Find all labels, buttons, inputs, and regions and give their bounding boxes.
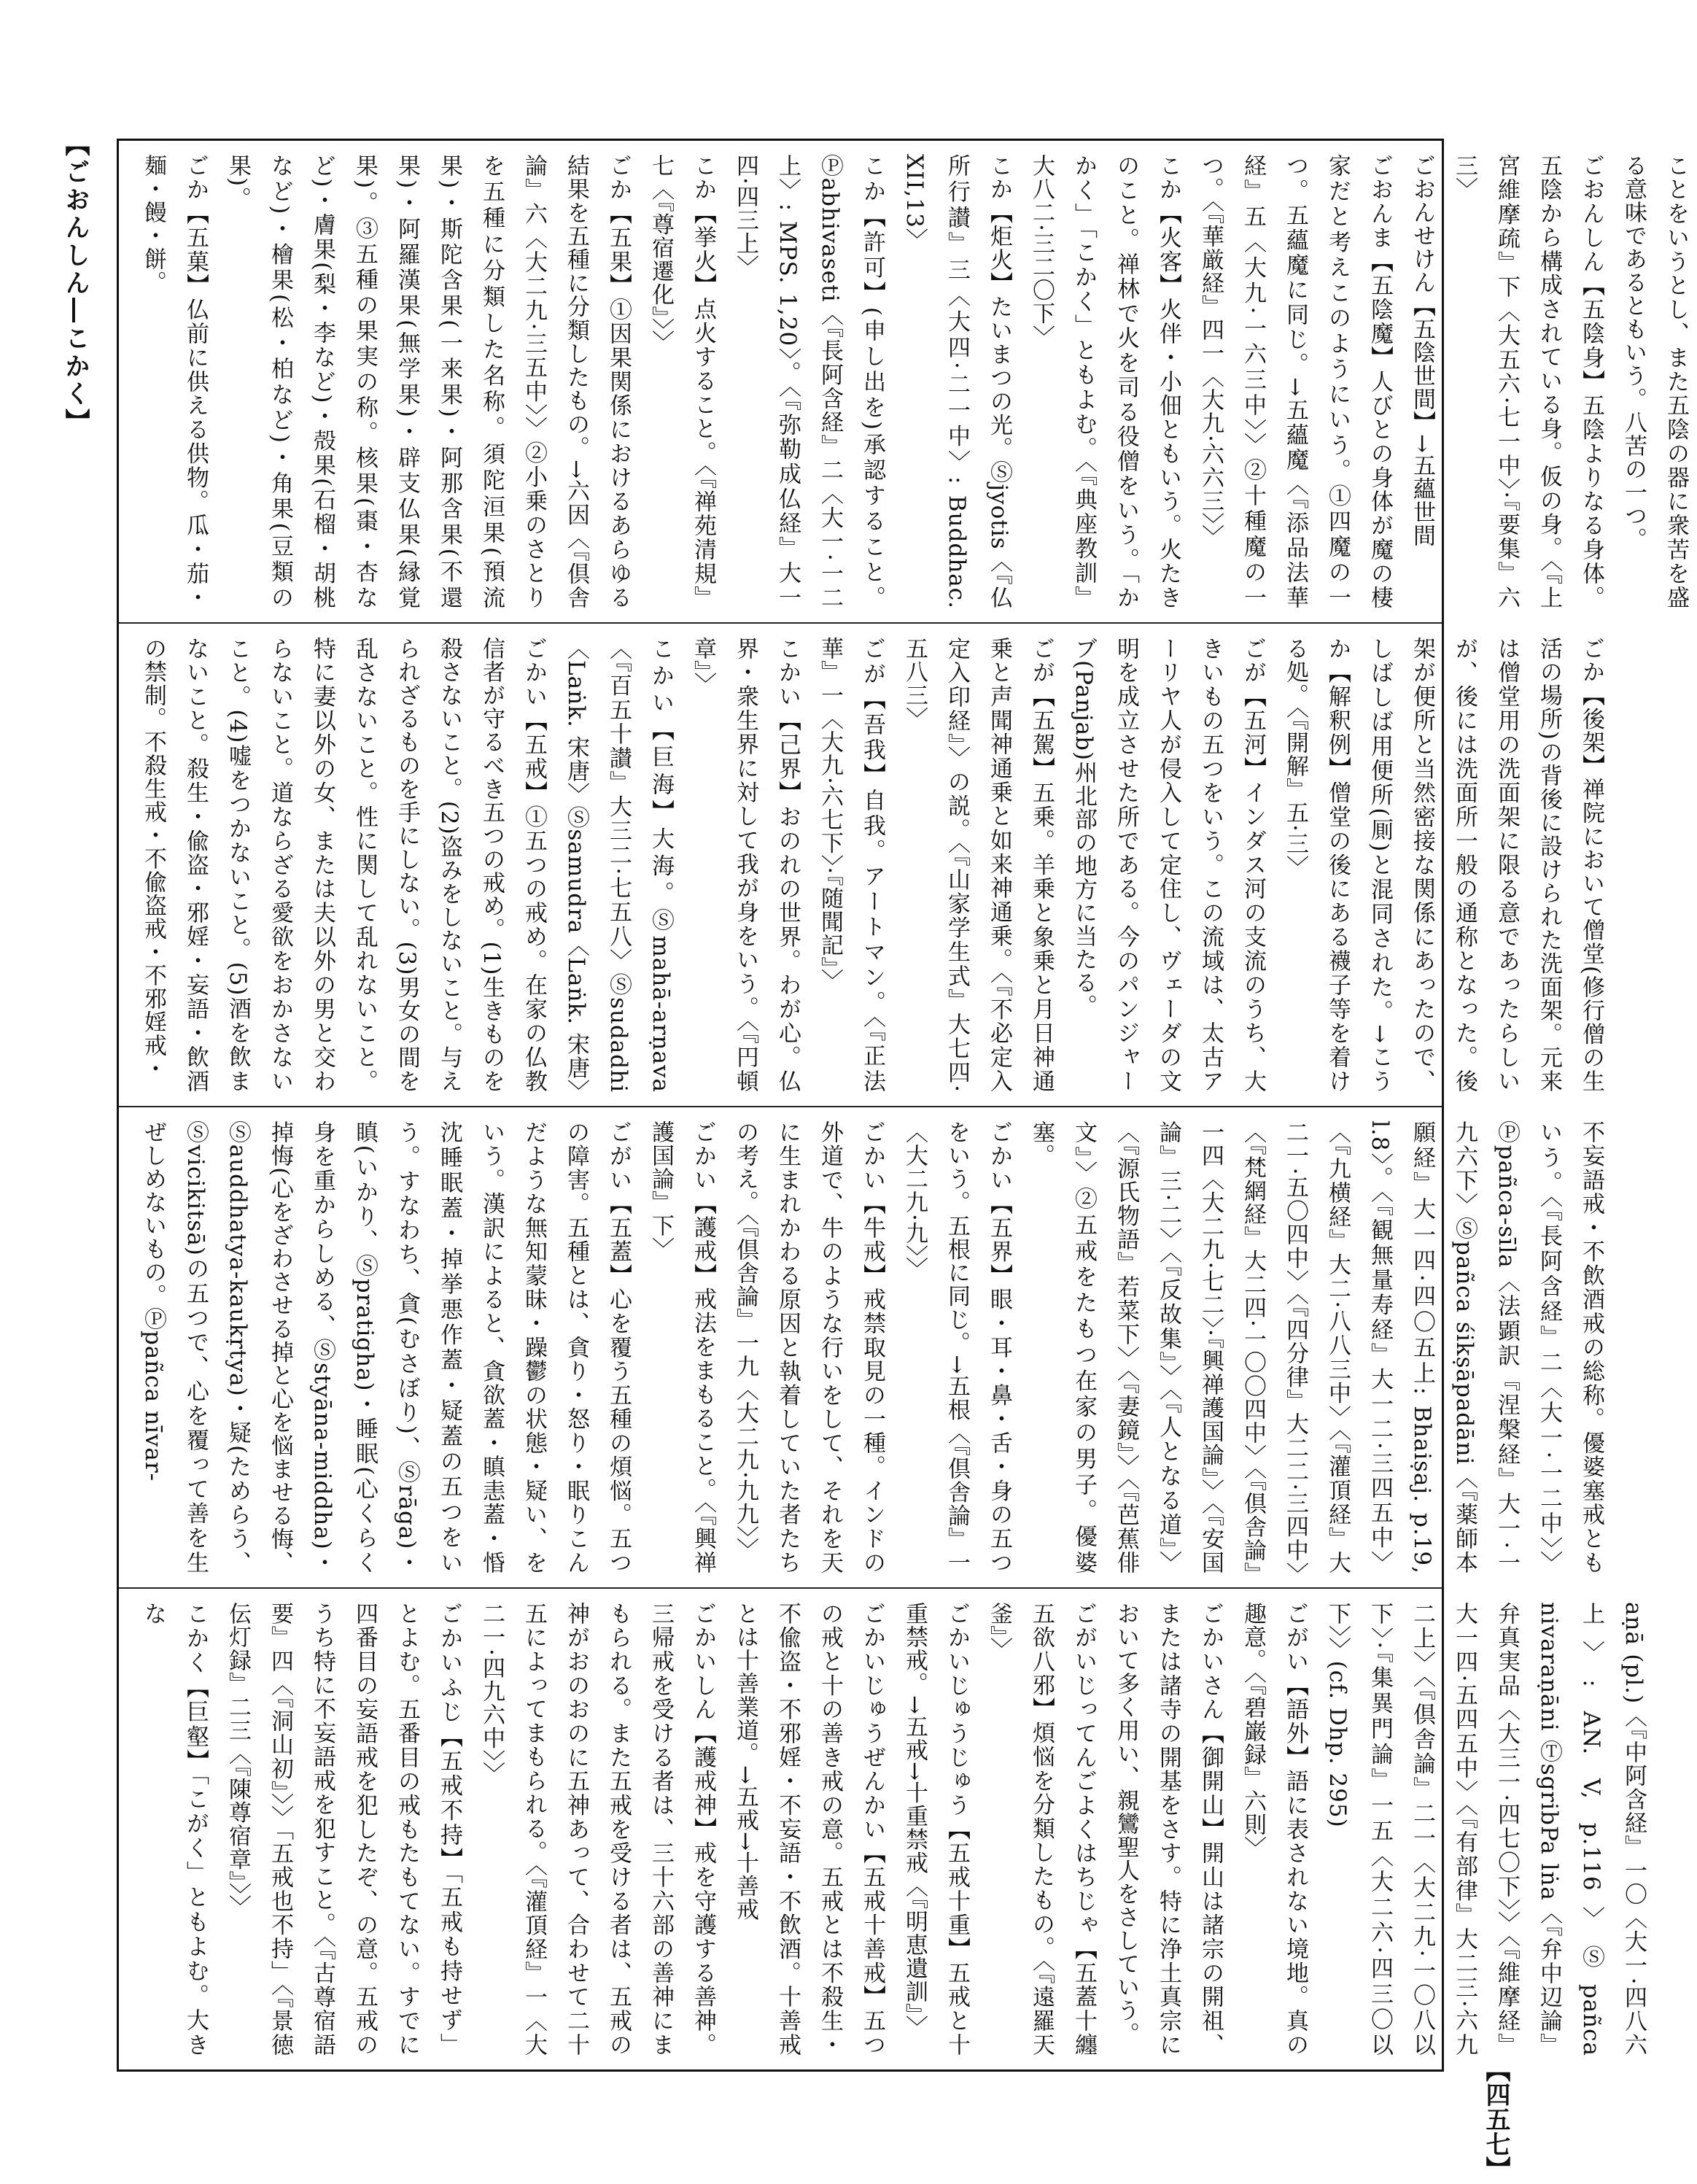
tier-3	[119, 1106, 1604, 1587]
entry: ごおんせけん【五陰世間】→五蘊世間	[1409, 154, 1435, 547]
entry: こか【火客】火伴・小佃ともいう。火たきのこと。禅林で火を司る役僧をいう。「かかく」「こかく」ともよむ。〈『典座教訓』大八二·三二〇下〉	[1028, 154, 1181, 609]
entry: ごかい【牛戒】戒禁取見の一種。インドの外道で、牛のような行いをして、それを天に生まれかわる原因と執着していた者たちの考え。〈『倶舎論』一九〈大二九·九九〉〉	[732, 1120, 885, 1574]
entry: こか【炬火】たいまつの光。Ⓢjyotis〈『仏所行讃』三〈大四·二一中〉: Buddhac. XII,13〉	[901, 154, 1012, 609]
entry: こかい【己界】おのれの世界。わが心。仏界・衆生界に対して我が身をいう。〈『円頓章』〉	[690, 637, 801, 1093]
entry: こかい【巨海】大海。Ⓢmahā-arṇava〈『百五十讃』大三二·七五八〉Ⓢsudadhi〈Laṅk. 宋唐〉Ⓢsamudra〈Laṅk. 宋唐〉	[563, 637, 674, 1103]
entry: ごが【五駕】五乗。羊乗と象乗と月日神通乗と声聞神通乗と如来神通乗。〈『不必定入定入印経』〉の説。〈『山家学生式』大七四·五八三〉	[901, 637, 1055, 1093]
page-number: 【四五七】	[1481, 2057, 1510, 2181]
entry: ごかいふじ【五戒不持】「五戒も持せず」とよむ。五番目の戒もたもてない。すでに四番目の妄語戒を犯したぞ、の意。五戒のうち特に不妄語戒を犯すこと。〈『古尊宿語要』四〈『洞山初』〉〉「五戒也不持」〈『景徳伝灯録』二三〈『陳尊宿章』〉〉	[225, 1602, 462, 2056]
entry: ごかいさん【御開山】開山は諸宗の開祖、または諸寺の開基をさす。特に浄土真宗において多く用い、親鸞聖人をさしていう。	[1113, 1602, 1224, 2056]
entry: ごが【五河】インダス河の支流のうち、大きいもの五つをいう。この流域は、太古アーリヤ人が侵入して定住し、ヴェーダの文明を成立させた所である。今のパンジャーブ(Panjab)州北部の地方に当たる。	[1071, 637, 1266, 1093]
entry: ごがい【語外】語に表されない境地。真の趣意。〈『碧巌録』六則〉	[1240, 1602, 1308, 2056]
entry: ごか【五菓】仏前に供える供物。瓜・茄・麺・饅・餅。	[140, 154, 209, 609]
entry: ごかいしん【護戒神】戒を守護する善神。三帰戒を受ける者は、三十六部の善神にまもられる。また五戒を受ける者は、五戒の神がおのおのに五神あって、合わせて二十五によってまもられる。〈『灌頂経』一〈大二一·四九六中〉〉	[478, 1602, 716, 2057]
tier-1-text	[132, 154, 1697, 609]
tier-4-text	[132, 1602, 1655, 2056]
entry: ごが【吾我】自我。アートマン。〈『正法華』一〈大九·六七下〉·『随聞記』〉	[817, 637, 885, 1093]
tier-3-text	[132, 1120, 1612, 1574]
entry: ごかい【五界】眼・耳・鼻・舌・身の五つをいう。五根に同じ。→五根〈『倶舎論』一〈大二九·九〉〉	[901, 1120, 1012, 1574]
entry: ごがいじってんごよくはちじゃ【五蓋十纏五欲八邪】煩悩を分類したもの。〈『遠羅天釜』〉	[986, 1602, 1097, 2056]
entry: aṇā (pl.)〈『中阿含経』一〇〈大一·四八六上〉: AN. V, p.116〉Ⓢpañca nivaraṇāni ⓉsgribPa lṅa〈『弁中辺論』弁真実品〈大三一·四七〇下〉〉〈『維摩経』大一四·五四五中〉〈『有部律』大二三·六九二上〉〈『倶舎論』二一〈大二九·一〇八以下〉·『集異門論』一五〈大二六·四三〇以下〉〉(cf. Dhp. 295)	[1324, 1602, 1647, 2056]
entry: ことをいうとし、また五陰の器に衆苦を盛る意味であるともいう。八苦の一つ。	[1620, 154, 1689, 609]
entry: ごか【五果】①因果関係におけるあらゆる結果を五種に分類したもの。→六因〈『倶舎論』六〈大二九·三五中〉〉②小乗のさとりを五種に分類した名称。須陀洹果(預流果)・斯陀含果(一来果)・阿那含果(不還果)・阿羅漢果(無学果)・辟支仏果(縁覚果)。③五種の果実の称。核果(棗・杏など)・膚果(梨・李など)・殻果(石榴・胡桃など)・檜果(松・柏など)・角果(豆類の果)。	[225, 154, 632, 609]
entry: ごかいじゅうじゅう【五戒十重】五戒と十重禁戒。→五戒→十重禁戒〈『明恵遺訓』〉	[901, 1602, 970, 2056]
entry: こか【挙火】点火すること。〈『禅苑清規』七〈『尊宿遷化』〉〉	[648, 154, 716, 609]
entry: こか【許可】(申し出を)承認すること。Ⓟabhivaseti〈『長阿含経』二〈大一·一二上〉: MPS. 1,20〉。〈『弥勒成仏経』大一四·四三上〉	[732, 154, 885, 609]
tier-2-text	[132, 637, 1612, 1103]
entry: ごがい【五蓋】心を覆う五種の煩悩。五つの障害。五種とは、貪り・怒り・眠りこんだような無知蒙昧・躁鬱の状態・疑い、をいう。漢訳によると、貪欲蓋・瞋恚蓋・惛沈睡眠蓋・掉挙悪作蓋・疑蓋の五つをいう。すなわち、貪(むさぼり)、Ⓢrāga)・瞋(いかり、Ⓢpratigha)・睡眠(心くらく身を重からしめる、Ⓢstyāna-middha)・掉悔(心をざわさせる掉と心を悩ませる悔、Ⓢauddhatya-kaukṛtya)・疑(ためらう、Ⓢvicikitsā)の五つで、心を覆って善を生ぜしめないもの。Ⓟpañca nīvar-	[140, 1120, 632, 1574]
entry: ごおんま【五陰魔】人びとの身体が魔の棲家だと考えこのようにいう。①四魔の一つ。五蘊魔に同じ。→五蘊魔〈『添品法華経』五〈大九·一六三中〉〉②十種魔の一つ。〈『華厳経』四一〈大九·六六三〉〉	[1197, 154, 1393, 609]
entry: ごか【後架】禅院において僧堂(修行僧の生活の場所)の背後に設けられた洗面架。元来は僧堂用の洗面架に限る意であったらしいが、後には洗面所一般の通称となった。後架が便所と当然密接な関係にあったので、しばしば用便所(厠)と混同された。→こうか【解釈例】僧堂の後にある襪子等を着ける処。〈『開解』五·三〉	[1282, 637, 1604, 1093]
entry: こかく【巨壑】「こがく」ともよむ。大きな	[140, 1602, 209, 2056]
tier-2	[119, 622, 1604, 1106]
entry: 不妄語戒・不飲酒戒の総称。優婆塞戒ともいう。〈『長阿含経』二〈大一·一二中〉〉Ⓟpañca-sīla〈法顕訳『涅槃経』大一·一九六下〉Ⓢpañca śikṣāpadāni〈『薬師本願経』大一四·四〇五上: Bhaiṣaj. p.19, l.8〉。〈『観無量寿経』大一二·三四五中〉〈『九横経』大二·八八三中〉〈『灌頂経』大二一·五〇四中〉〈『四分律』大二二·三四中〉〈『梵網経』大二四·一〇〇四中〉〈『倶舎論』一四〈大二九·七二〉·『興禅護国論』〉〈『安国論』三·二〉〈『反故集』〉〈『人となる道』〉〈『源氏物語』若菜下〉〈『妻鏡』〉〈『芭蕉俳文』〉②五戒をたもつ在家の男子。優婆塞。	[1028, 1120, 1604, 1574]
entry: ごかい【護戒】戒法をまもること。〈『興禅護国論』下〉	[648, 1120, 716, 1574]
running-title: 【ごおんしん―こかく】	[61, 131, 90, 436]
entry: ごおんしん【五陰身】五陰よりなる身体。五陰から構成されている身。仮の身。〈『上宮維摩疏』下〈大五六·七一中〉·『要集』六三〉	[1451, 154, 1604, 609]
entry: ごかいじゅうぜんかい【五戒十善戒】五つの戒と十の善き戒の意。五戒とは不殺生・不偸盗・不邪婬・不妄語・不飲酒。十善戒とは十善業道。→五戒→十善戒	[732, 1602, 885, 2056]
tier-4	[119, 1587, 1647, 2069]
entry: ごかい【五戒】①五つの戒め。在家の仏教信者が守るべき五つの戒め。(1)生きものを殺さないこと。(2)盗みをしないこと。与えられざるものを手にしない。(3)男女の間を乱さないこと。性に関して乱れないこと。特に妻以外の女、または夫以外の男と交わらないこと。道ならざる愛欲をおかさないこと。(4)嘘をつかないこと。(5)酒を飲まないこと。殺生・偸盗・邪婬・妄語・飲酒の禁制。不殺生戒・不偸盗戒・不邪婬戒・	[140, 637, 547, 1093]
tier-1	[119, 141, 1689, 622]
text-frame	[117, 139, 1689, 2072]
